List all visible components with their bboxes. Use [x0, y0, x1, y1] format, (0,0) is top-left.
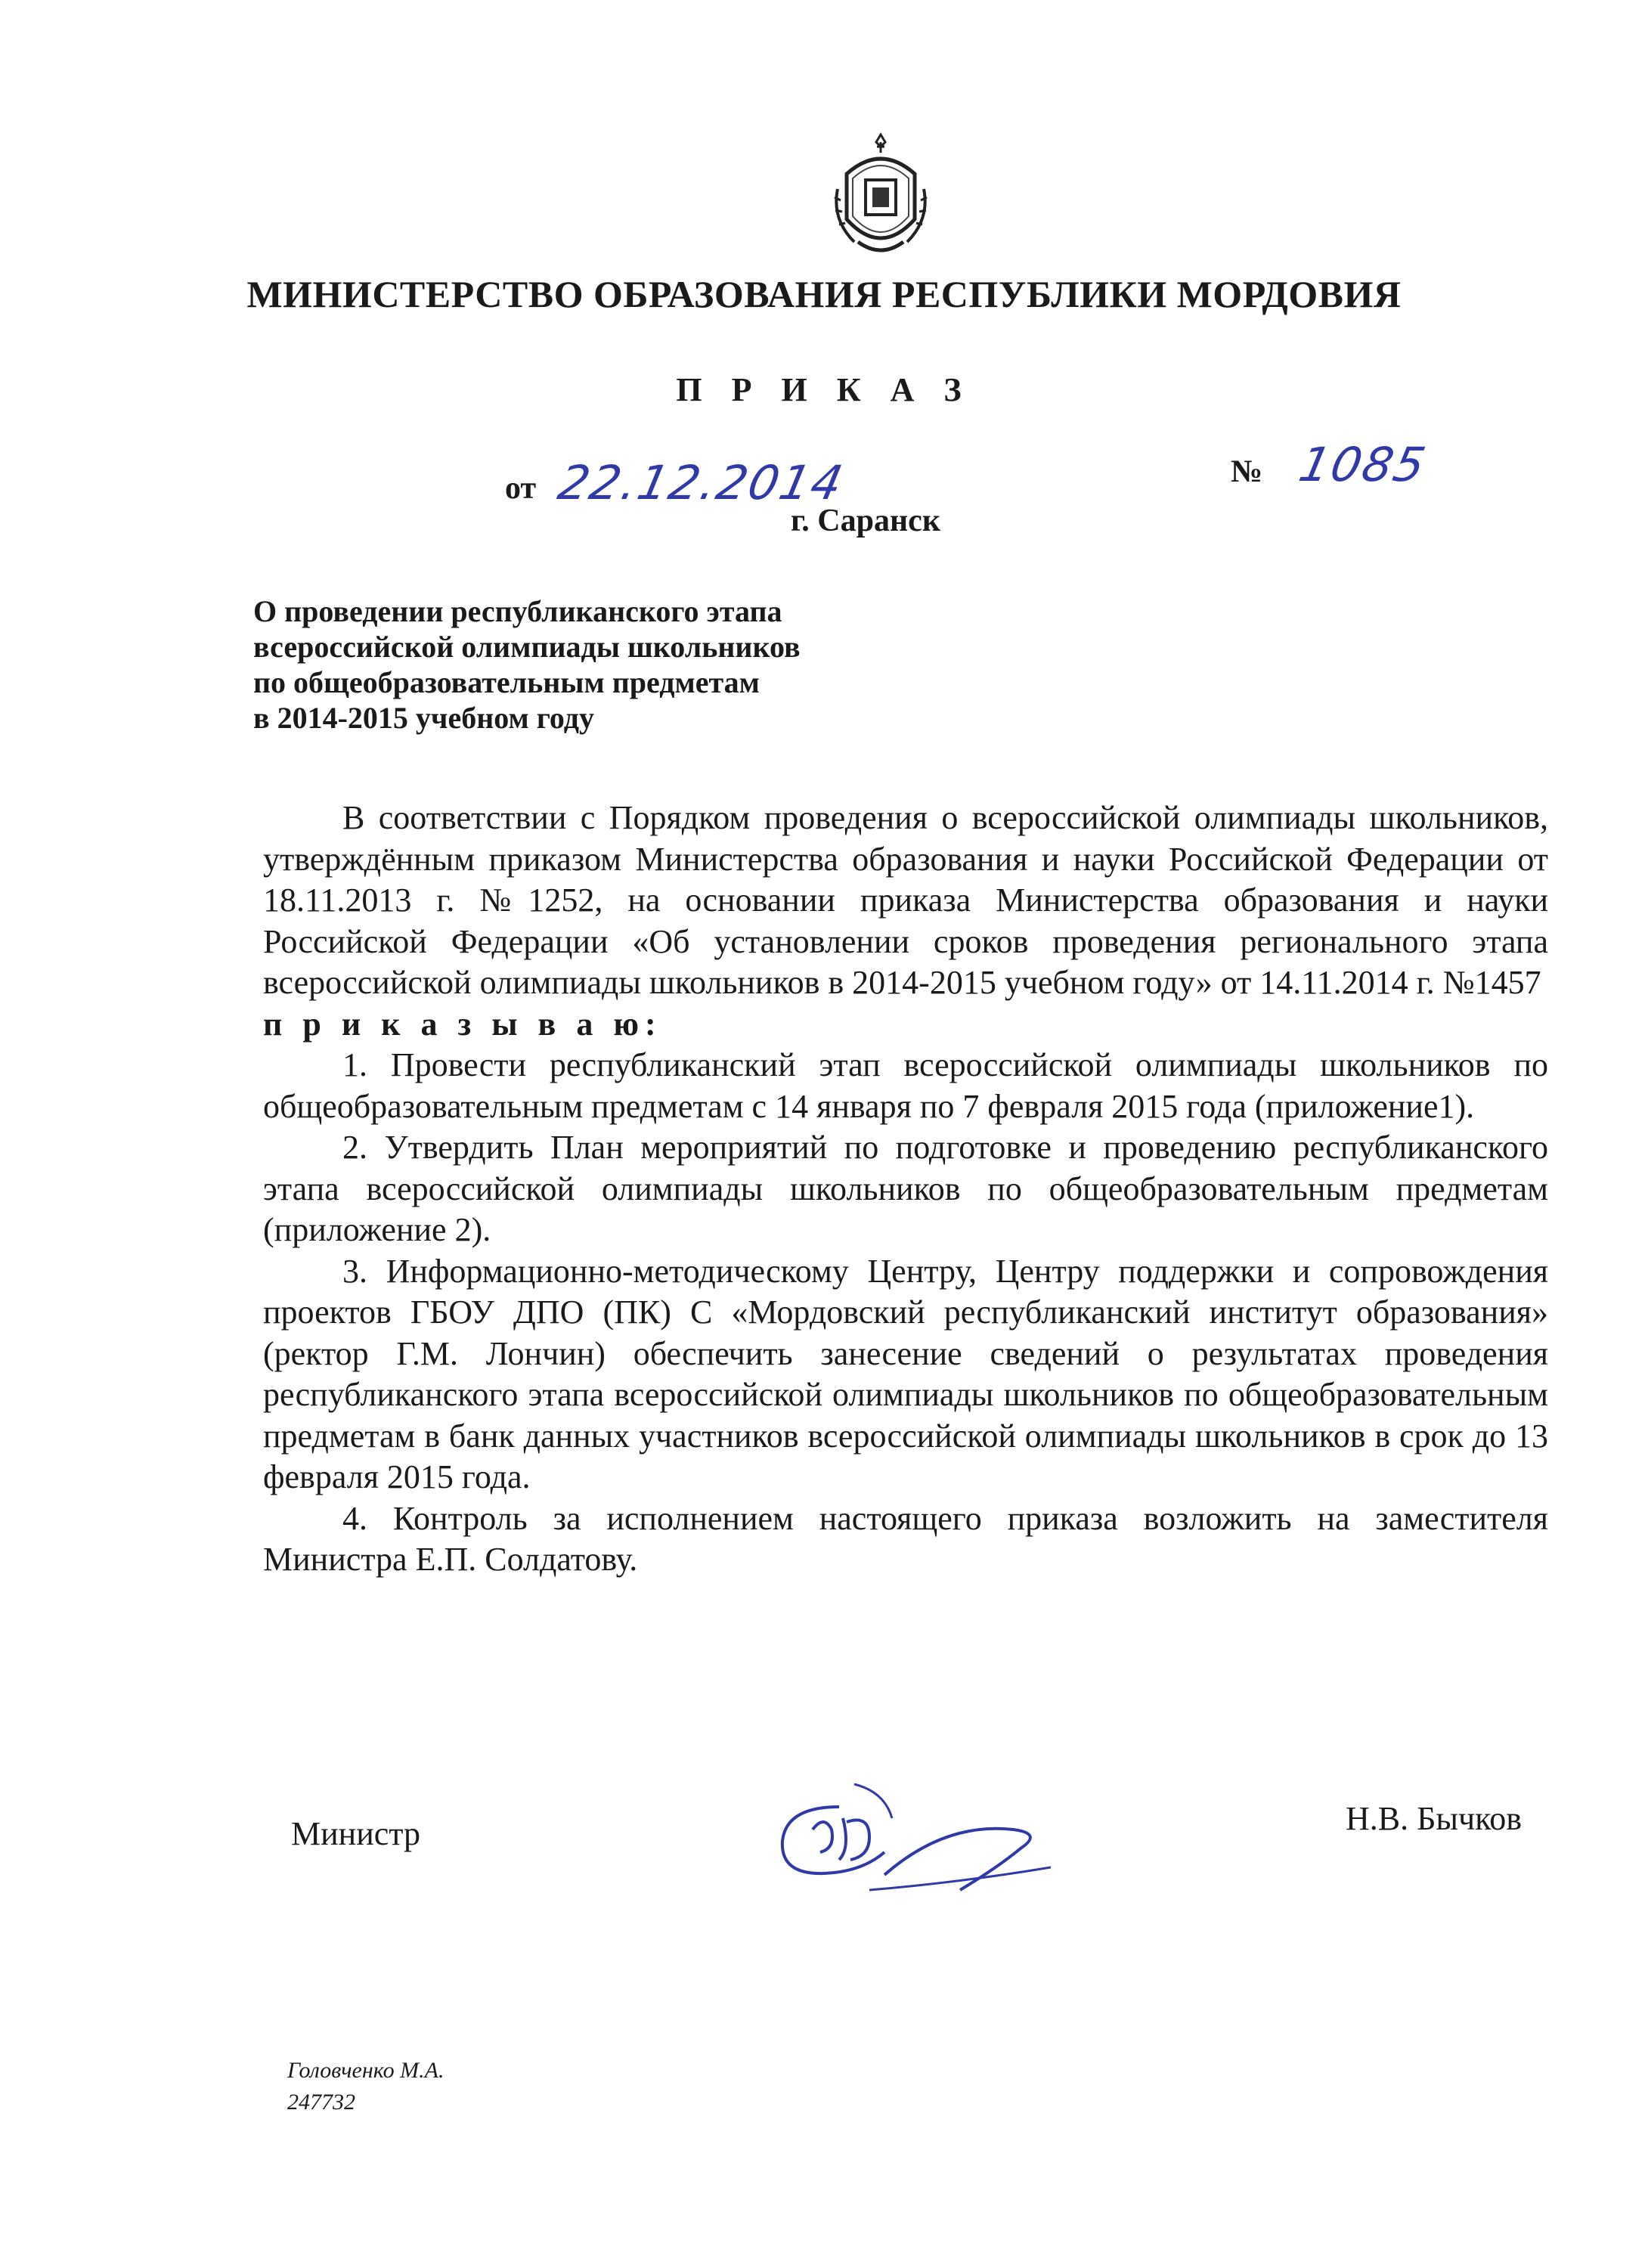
handwritten-date: 22.12.2014: [553, 455, 849, 510]
coat-of-arms-emblem: [824, 129, 937, 265]
executor-name: Головченко М.А.: [287, 2058, 445, 2083]
ministry-name: МИНИСТЕРСТВО ОБРАЗОВАНИЯ РЕСПУБЛИКИ МОРДОВИЯ: [246, 273, 1402, 315]
preamble-paragraph: В соответствии с Порядком проведения о всероссийской олимпиады школьников, утверждённым приказом Министерства образования и науки Российской Федерации от 18.11.2013 г. №1252, на основании приказа Министерства образования и науки Российской Федерации «Об установлении сроков проведения регионального этапа всероссийской олимпиады школьников в 2014-2015 учебном году» от 14.11.2014 г. №1457: [263, 799, 1548, 1001]
order-subject: [253, 593, 801, 736]
order-item: 1. Провести республиканский этап всероссийской олимпиады школьников по общеобразовательным предметам с 14 января по 7 февраля 2015 года (приложение1).: [263, 1046, 1548, 1125]
date-label: от: [505, 471, 537, 506]
order-item: 4. Контроль за исполнением настоящего приказа возложить на заместителя Министра Е.П. Солдатову.: [263, 1499, 1548, 1578]
number-label: №: [1231, 454, 1263, 489]
signatory-name: Н.В. Бычков: [1346, 1800, 1522, 1837]
order-item: 2. Утвердить План мероприятий по подготовке и проведению республиканского этапа всероссийской олимпиады школьников по общеобразовательным предметам (приложение 2).: [263, 1129, 1548, 1248]
subject-line: всероссийской олимпиады школьников: [253, 630, 801, 664]
order-title: П Р И К А З: [676, 371, 972, 408]
signatory-title: Министр: [291, 1815, 421, 1852]
order-item: 3. Информационно-методическому Центру, Центру поддержки и сопровождения проектов ГБОУ ДПО (ПК) С «Мордовский республиканский институт образования» (ректор Г.М. Лончин) обеспечить занесение сведений о результатах проведения республиканского этапа всероссийской олимпиады школьников по общеобразовательным предметам в банк данных участников всероссийской олимпиады школьников в срок до 13 февраля 2015 года.: [263, 1252, 1548, 1495]
order-word: п р и к а з ы в а ю:: [263, 1005, 662, 1043]
subject-line: О проведении республиканского этапа: [253, 594, 782, 628]
subject-line: по общеобразовательным предметам: [253, 665, 760, 699]
order-body: [263, 798, 1548, 1581]
subject-line: в 2014-2015 учебном году: [253, 701, 595, 735]
city: г. Саранск: [790, 503, 941, 538]
handwritten-number: 1085: [1294, 437, 1432, 492]
handwritten-signature: [771, 1777, 1058, 1905]
executor-footer: [287, 2055, 444, 2118]
executor-phone: 247732: [287, 2090, 355, 2115]
